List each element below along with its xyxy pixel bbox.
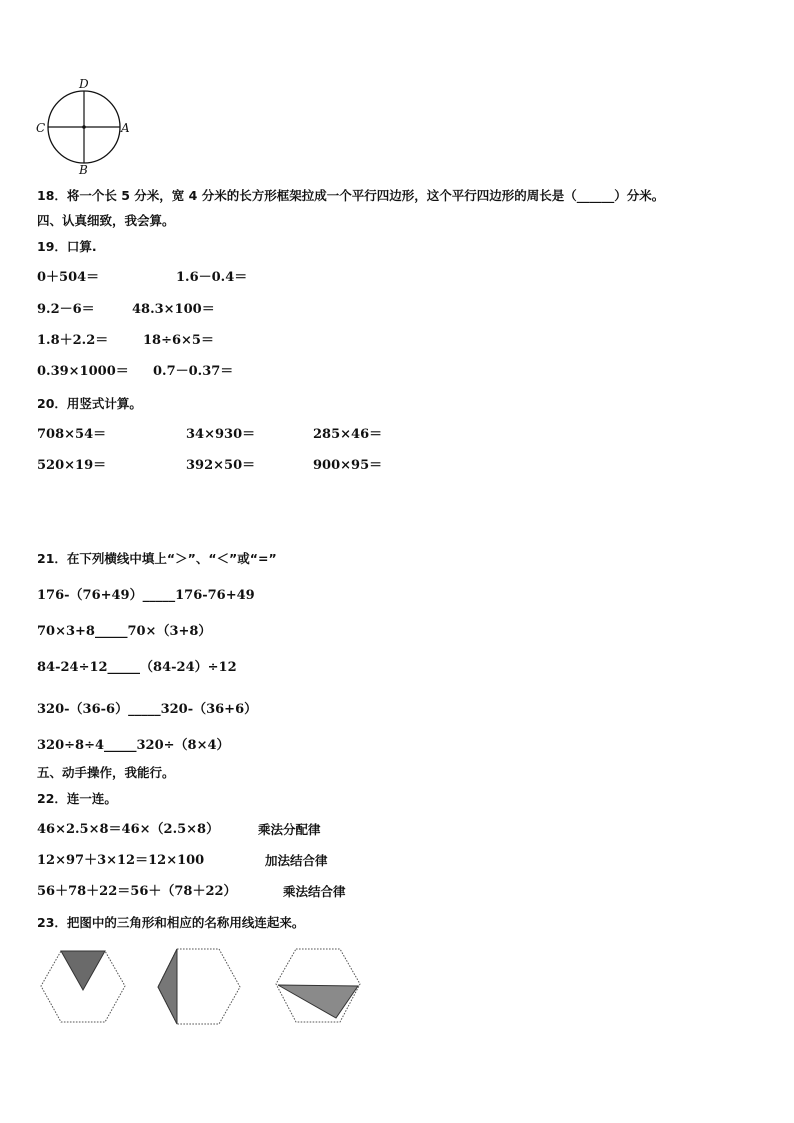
- question-20-title: 20．用竖式计算。: [37, 396, 142, 411]
- section-4-heading: 四、认真细致，我会算。: [37, 213, 175, 228]
- q20-item: 900×95＝: [313, 458, 383, 473]
- hexagon-figure-2: [155, 946, 245, 1030]
- shaded-triangle: [278, 985, 358, 1018]
- q21-item: 320÷8÷4_____320÷（8×4）: [37, 738, 230, 753]
- shaded-triangle: [61, 951, 105, 990]
- question-18: 18．将一个长 5 分米，宽 4 分米的长方形框架拉成一个平行四边形，这个平行四边形的周长是（______）分米。: [37, 188, 665, 203]
- center-point: [82, 125, 86, 129]
- label-b: B: [79, 163, 88, 176]
- q21-item: 176-（76+49）_____176-76+49: [37, 588, 255, 603]
- label-c: C: [36, 121, 46, 135]
- q19-item: 18÷6×5＝: [143, 333, 214, 348]
- q22-left-item: 56＋78＋22＝56＋（78＋22）: [37, 884, 237, 899]
- q20-item: 520×19＝: [37, 458, 107, 473]
- q19-item: 0.7－0.37＝: [153, 364, 234, 379]
- question-19-title: 19．口算.: [37, 239, 97, 254]
- hexagon-figure-3: [272, 946, 364, 1028]
- q21-item: 70×3+8_____70×（3+8）: [37, 624, 212, 639]
- q21-item: 84-24÷12_____（84-24）÷12: [37, 660, 237, 675]
- q19-item: 9.2－6＝: [37, 302, 95, 317]
- q22-right-item: 乘法结合律: [283, 884, 346, 899]
- q20-item: 392×50＝: [186, 458, 256, 473]
- q22-left-item: 46×2.5×8＝46×（2.5×8）: [37, 822, 220, 837]
- label-a: A: [121, 121, 130, 135]
- question-22-title: 22．连一连。: [37, 791, 117, 806]
- shaded-triangle: [158, 949, 177, 1024]
- q21-item: 320-（36-6）_____320-（36+6）: [37, 702, 258, 717]
- q22-right-item: 加法结合律: [265, 853, 328, 868]
- q19-item: 0.39×1000＝: [37, 364, 129, 379]
- q19-item: 1.8＋2.2＝: [37, 333, 109, 348]
- circle-diagram: [34, 76, 138, 176]
- q20-item: 34×930＝: [186, 427, 256, 442]
- q19-item: 48.3×100＝: [132, 302, 215, 317]
- question-21-title: 21．在下列横线中填上“＞”、“＜”或“=”: [37, 551, 277, 566]
- q19-item: 0＋504＝: [37, 270, 100, 285]
- q22-left-item: 12×97＋3×12＝12×100: [37, 853, 205, 868]
- hexagon-figure-1: [38, 948, 128, 1028]
- label-d: D: [79, 77, 89, 91]
- q20-item: 285×46＝: [313, 427, 383, 442]
- section-5-heading: 五、动手操作，我能行。: [37, 765, 175, 780]
- question-23-title: 23．把图中的三角形和相应的名称用线连起来。: [37, 915, 305, 930]
- q22-right-item: 乘法分配律: [258, 822, 321, 837]
- q20-item: 708×54＝: [37, 427, 107, 442]
- q19-item: 1.6－0.4＝: [176, 270, 248, 285]
